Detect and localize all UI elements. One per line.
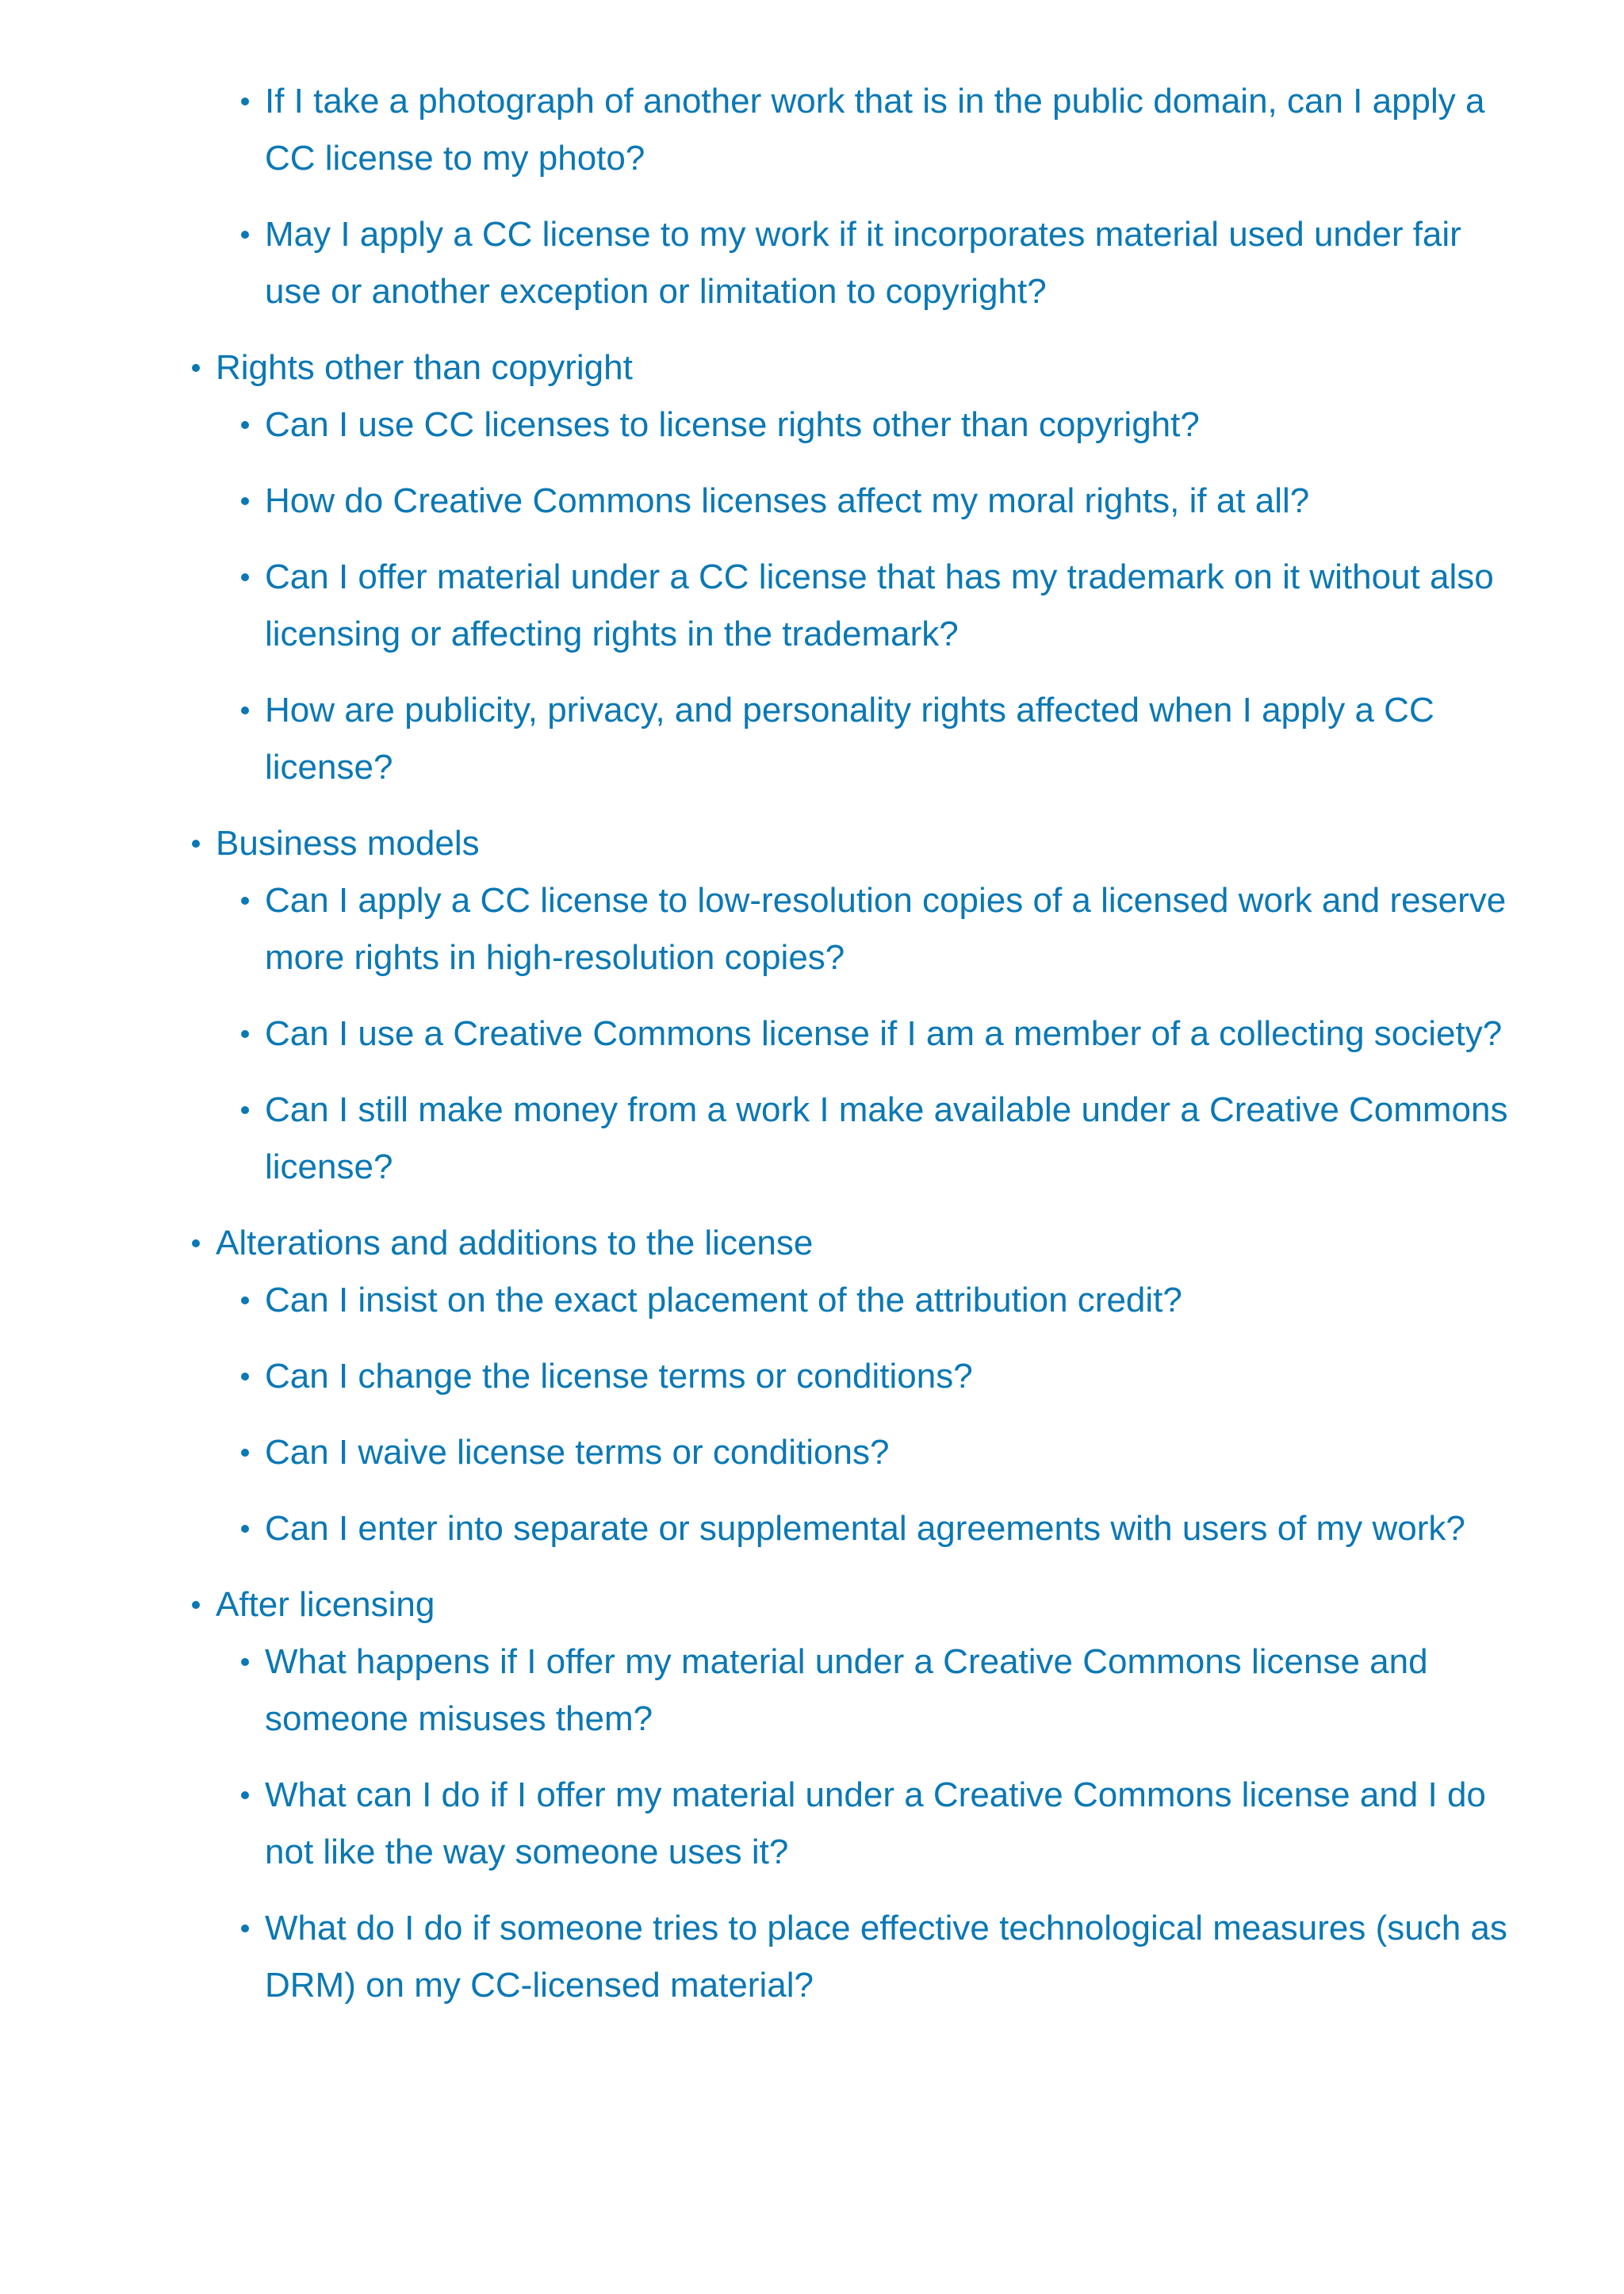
bullet-icon <box>241 497 249 505</box>
bullet-icon <box>241 98 249 105</box>
faq-link[interactable]: How are publicity, privacy, and personality rights affected when I apply a CC license? <box>265 691 1434 787</box>
bullet-icon <box>241 1658 249 1666</box>
bullet-icon <box>241 707 249 714</box>
section-title-text: Business models <box>216 824 480 863</box>
bullet-icon <box>241 1373 249 1381</box>
section-item-list <box>265 1272 1516 1557</box>
faq-link[interactable]: Can I use CC licenses to license rights other than copyright? <box>265 405 1200 444</box>
faq-outline <box>216 73 1516 2033</box>
section-title-text: After licensing <box>216 1585 435 1624</box>
faq-section-after-licensing <box>216 1576 1516 2014</box>
section-title-link[interactable] <box>216 339 1516 396</box>
bullet-icon <box>192 1239 200 1247</box>
faq-link[interactable]: Can I waive license terms or conditions? <box>265 1433 890 1472</box>
section-title-link[interactable] <box>216 1215 1516 1272</box>
section-title-text: Alterations and additions to the license <box>216 1224 814 1262</box>
bullet-icon <box>241 897 249 905</box>
faq-link[interactable]: Can I offer material under a CC license that has my trademark on it without also licensing or affecting rights in the trademark? <box>265 557 1494 653</box>
list-item <box>265 1348 1516 1405</box>
section-title-text: Rights other than copyright <box>216 348 633 387</box>
faq-link[interactable]: Can I change the license terms or conditions? <box>265 1357 973 1396</box>
list-item <box>265 1005 1516 1063</box>
bullet-icon <box>241 1030 249 1038</box>
section-item-list <box>265 1633 1516 2014</box>
bullet-icon <box>241 573 249 581</box>
section-title-link[interactable] <box>216 1576 1516 1633</box>
bullet-icon <box>192 840 200 848</box>
list-item <box>265 1900 1516 2014</box>
list-item <box>265 206 1516 320</box>
faq-link[interactable]: If I take a photograph of another work that is in the public domain, can I apply a CC license to my photo? <box>265 82 1485 178</box>
faq-link[interactable]: What can I do if I offer my material under a Creative Commons license and I do not like the way someone uses it? <box>265 1775 1486 1871</box>
faq-link[interactable]: Can I still make money from a work I make available under a Creative Commons license? <box>265 1090 1508 1186</box>
list-item <box>265 73 1516 187</box>
faq-link[interactable]: What happens if I offer my material under a Creative Commons license and someone misuses them? <box>265 1642 1428 1738</box>
faq-section-alterations-and-additions <box>216 1215 1516 1557</box>
faq-section-rights-other-than-copyright <box>216 339 1516 796</box>
public-domain-subsection-list <box>265 73 1516 320</box>
list-item <box>265 1082 1516 1196</box>
faq-link[interactable]: May I apply a CC license to my work if it incorporates material used under fair use or another exception or limitation to copyright? <box>265 215 1461 311</box>
faq-link[interactable]: How do Creative Commons licenses affect my moral rights, if at all? <box>265 481 1310 520</box>
bullet-icon <box>241 1106 249 1114</box>
bullet-icon <box>241 231 249 239</box>
list-item <box>265 549 1516 663</box>
bullet-icon <box>241 1791 249 1799</box>
list-item <box>265 1633 1516 1748</box>
bullet-icon <box>192 1601 200 1609</box>
faq-link[interactable]: Can I enter into separate or supplemental agreements with users of my work? <box>265 1509 1465 1548</box>
list-item <box>265 473 1516 530</box>
section-title-link[interactable] <box>216 815 1516 872</box>
bullet-icon <box>241 1924 249 1932</box>
faq-sections <box>216 339 1516 2014</box>
faq-link[interactable]: Can I apply a CC license to low-resolution copies of a licensed work and reserve more rights in high-resolution copies? <box>265 881 1507 977</box>
list-item <box>265 1500 1516 1557</box>
list-item <box>265 1767 1516 1881</box>
faq-link[interactable]: What do I do if someone tries to place effective technological measures (such as DRM) on my CC-licensed material? <box>265 1909 1507 2005</box>
bullet-icon <box>241 1296 249 1304</box>
faq-section-business-models <box>216 815 1516 1196</box>
list-item <box>265 872 1516 986</box>
list-item <box>265 1424 1516 1481</box>
section-item-list <box>265 872 1516 1196</box>
list-item <box>265 1272 1516 1329</box>
bullet-icon <box>241 1525 249 1533</box>
faq-link[interactable]: Can I use a Creative Commons license if I am a member of a collecting society? <box>265 1014 1503 1053</box>
bullet-icon <box>241 421 249 429</box>
faq-link[interactable]: Can I insist on the exact placement of the attribution credit? <box>265 1281 1182 1319</box>
bullet-icon <box>241 1449 249 1457</box>
list-item <box>265 396 1516 454</box>
list-item <box>265 682 1516 796</box>
bullet-icon <box>192 364 200 372</box>
section-item-list <box>265 396 1516 796</box>
